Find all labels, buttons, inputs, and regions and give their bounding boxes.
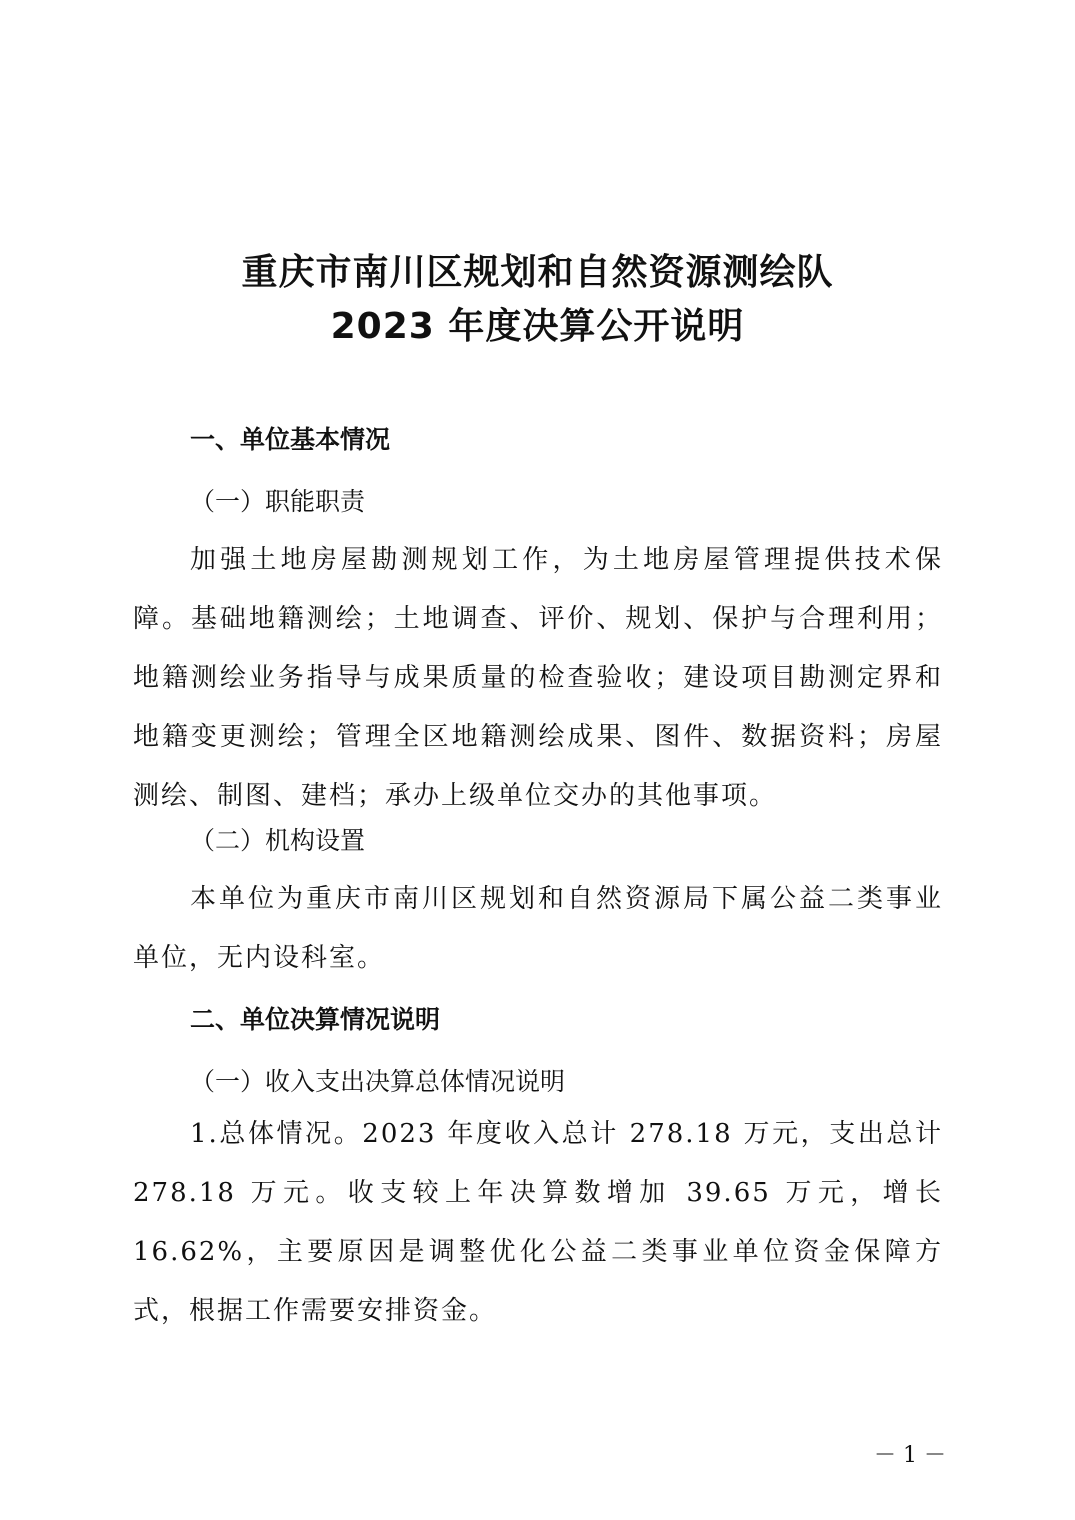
- subsection-heading-duties: （一）职能职责: [190, 487, 366, 516]
- section-heading-final-accounts: 二、单位决算情况说明: [190, 1005, 441, 1034]
- paragraph-duties: 加强土地房屋勘测规划工作，为土地房屋管理提供技术保障。基础地籍测绘；土地调查、评价、规划、保护与合理利用；地籍测绘业务指导与成果质量的检查验收；建设项目勘测定界和地籍变更测绘；管理全区地籍测绘成果、图件、数据资料；房屋测绘、制图、建档；承办上级单位交办的其他事项。: [133, 545, 943, 811]
- paragraph-organization: 本单位为重庆市南川区规划和自然资源局下属公益二类事业单位，无内设科室。: [133, 884, 943, 973]
- subsection-heading-income-expenditure: （一）收入支出决算总体情况说明: [190, 1067, 566, 1096]
- document-title-line1: 重庆市南川区规划和自然资源测绘队: [241, 252, 834, 293]
- document-title-line2: 2023 年度决算公开说明: [330, 306, 745, 347]
- section-heading-basic-info: 一、单位基本情况: [190, 425, 391, 454]
- page-number: － 1 －: [874, 1443, 946, 1468]
- subsection-heading-organization: （二）机构设置: [190, 826, 366, 855]
- paragraph-overall-situation: 1.总体情况。2023 年度收入总计 278.18 万元，支出总计 278.18 万元。收支较上年决算数增加 39.65 万元，增长 16.62%，主要原因是调整优化公益二类事业单位资金保障方式，根据工作需要安排资金。: [133, 1119, 943, 1326]
